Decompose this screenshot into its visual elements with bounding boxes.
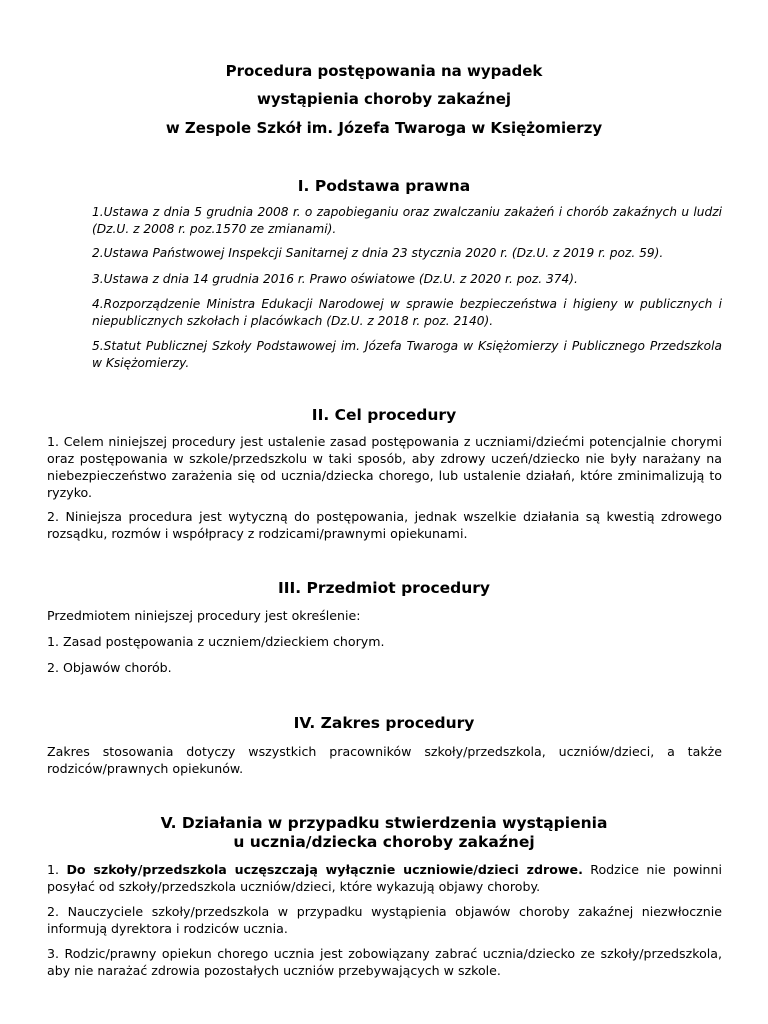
legal-basis-item-3: 3.Ustawa z dnia 14 grudnia 2016 r. Prawo oświatowe (Dz.U. z 2020 r. poz. 374). [92,272,578,286]
doc-title-line2: wystąpienia choroby zakaźnej [256,90,512,108]
subject-intro: Przedmiotem niniejszej procedury jest określenie: [47,608,361,623]
scope-paragraph: Zakres stosowania dotyczy wszystkich pracowników szkoły/przedszkola, uczniów/dzieci, a także rodziców/prawnych opiekunów. [47,744,722,776]
purpose-paragraph-1: 1. Celem niniejszej procedury jest ustalenie zasad postępowania z uczniami/dziećmi potencjalnie chorymi oraz postępowania w szkole/przedszkolu w taki sposób, aby zdrowy uczeń/dziecko nie były narażany na niebezpieczeństwo zarażenia się od ucznia/dziecka chorego, lub ustalenie działań, które zminimalizują to ryzyko. [47,434,722,500]
section-1-heading: I. Podstawa prawna [297,177,471,195]
actions-paragraph-2: 2. Nauczyciele szkoły/przedszkola w przypadku wystąpienia objawów choroby zakaźnej niezwłocznie informują dyrektora i rodziców ucznia. [47,904,722,936]
actions-p1-rest: Rodzice nie powinni posyłać od szkoły/przedszkola uczniów/dzieci, które wykazują objawy choroby. [47,862,722,894]
doc-title-line1: Procedura postępowania na wypadek [225,62,543,80]
purpose-paragraph-2: 2. Niniejsza procedura jest wytyczną do postępowania, jednak wszelkie działania są kwestią zdrowego rozsądku, rozmów i współpracy z rodzicami/prawnymi opiekunami. [47,509,722,541]
subject-item-2: 2. Objawów chorób. [47,660,172,675]
actions-paragraph-3: 3. Rodzic/prawny opiekun chorego ucznia jest zobowiązany zabrać ucznia/dziecko ze szkoły/przedszkola, aby nie narażać zdrowia pozostałych uczniów przebywających w szkole. [47,946,722,978]
legal-basis-item-4: 4.Rozporządzenie Ministra Edukacji Narodowej w sprawie bezpieczeństwa i higieny w publicznych i niepublicznych szkołach i placówkach (Dz.U. z 2018 r. poz. 2140). [92,297,722,328]
subject-item-1: 1. Zasad postępowania z uczniem/dzieckiem chorym. [47,634,385,649]
section-2-heading: II. Cel procedury [311,406,457,424]
section-5-heading-line1: V. Działania w przypadku stwierdzenia wystąpienia [160,814,608,832]
section-5-heading-line2: u ucznia/dziecka choroby zakaźnej [233,833,535,851]
actions-paragraph-1 [47,861,722,895]
actions-p1-bold: Do szkoły/przedszkola uczęszczają wyłącznie uczniowie/dzieci zdrowe. [66,862,583,877]
doc-title-line3: w Zespole Szkół im. Józefa Twaroga w Księżomierzy [165,119,603,137]
actions-p1-number: 1. [47,862,67,877]
legal-basis-item-1: 1.Ustawa z dnia 5 grudnia 2008 r. o zapobieganiu oraz zwalczaniu zakażeń i chorób zakaźnych u ludzi (Dz.U. z 2008 r. poz.1570 ze zmianami). [92,205,722,236]
section-4-heading: IV. Zakres procedury [293,714,475,732]
legal-basis-item-2: 2.Ustawa Państwowej Inspekcji Sanitarnej z dnia 23 stycznia 2020 r. (Dz.U. z 2019 r. poz. 59). [92,246,664,260]
legal-basis-item-5: 5.Statut Publicznej Szkoły Podstawowej im. Józefa Twaroga w Księżomierzy i Publicznego Przedszkola w Księżomierzy. [92,339,722,370]
section-3-heading: III. Przedmiot procedury [277,579,491,597]
